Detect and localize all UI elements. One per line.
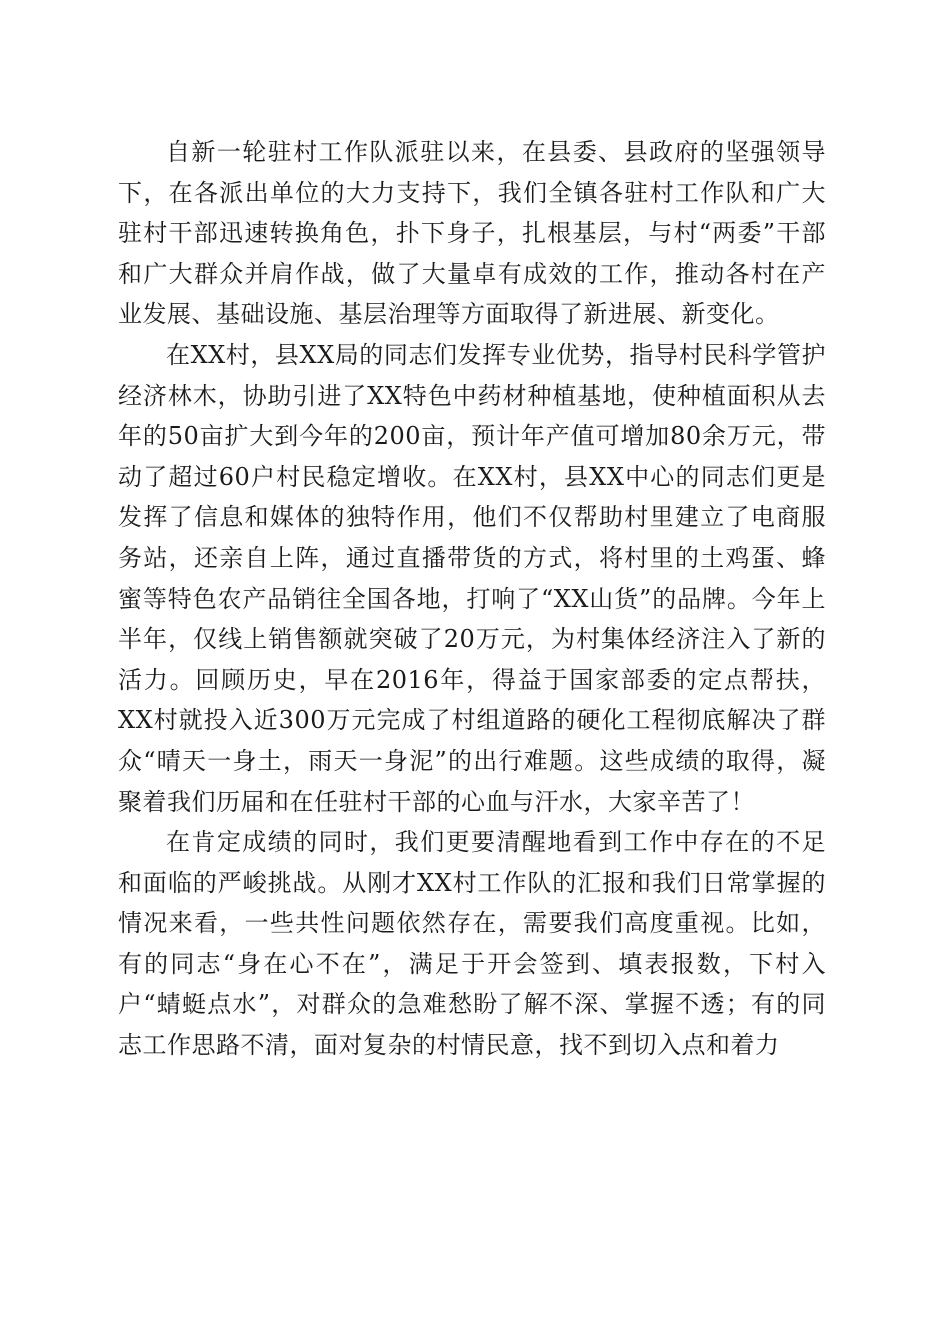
paragraph-village-examples: 在XX村，县XX局的同志们发挥专业优势，指导村民科学管护经济林木，协助引进了XX特色中药材种植基地，使种植面积从去年的50亩扩大到今年的200亩，预计年产值可增加80余万元，带动了超过60户村民稳定增收。在XX村，县XX中心的同志们更是发挥了信息和媒体的独特作用，他们不仅帮助村里建立了电商服务站，还亲自上阵，通过直播带货的方式，将村里的土鸡蛋、蜂蜜等特色农产品销往全国各地，打响了“XX山货”的品牌。今年上半年，仅线上销售额就突破了20万元，为村集体经济注入了新的活力。回顾历史，早在2016年，得益于国家部委的定点帮扶，XX村就投入近300万元完成了村组道路的硬化工程彻底解决了群众“晴天一身土，雨天一身泥”的出行难题。这些成绩的取得，凝聚着我们历届和在任驻村干部的心血与汗水，大家辛苦了！ — [118, 340, 826, 816]
paragraph-achievements-intro: 自新一轮驻村工作队派驻以来，在县委、县政府的坚强领导下，在各派出单位的大力支持下，我们全镇各驻村工作队和广大驻村干部迅速转换角色，扑下身子，扎根基层，与村“两委”干部和广大群众并肩作战，做了大量卓有成效的工作，推动各村在产业发展、基础设施、基层治理等方面取得了新进展、新变化。 — [118, 138, 826, 329]
document-body — [118, 132, 826, 1066]
paragraph-shortcomings: 在肯定成绩的同时，我们更要清醒地看到工作中存在的不足和面临的严峻挑战。从刚才XX村工作队的汇报和我们日常掌握的情况来看，一些共性问题依然存在，需要我们高度重视。比如，有的同志“身在心不在”，满足于开会签到、填表报数，下村入户“蜻蜓点水”，对群众的急难愁盼了解不深、掌握不透；有的同志工作思路不清，面对复杂的村情民意，找不到切入点和着力 — [118, 828, 826, 1060]
